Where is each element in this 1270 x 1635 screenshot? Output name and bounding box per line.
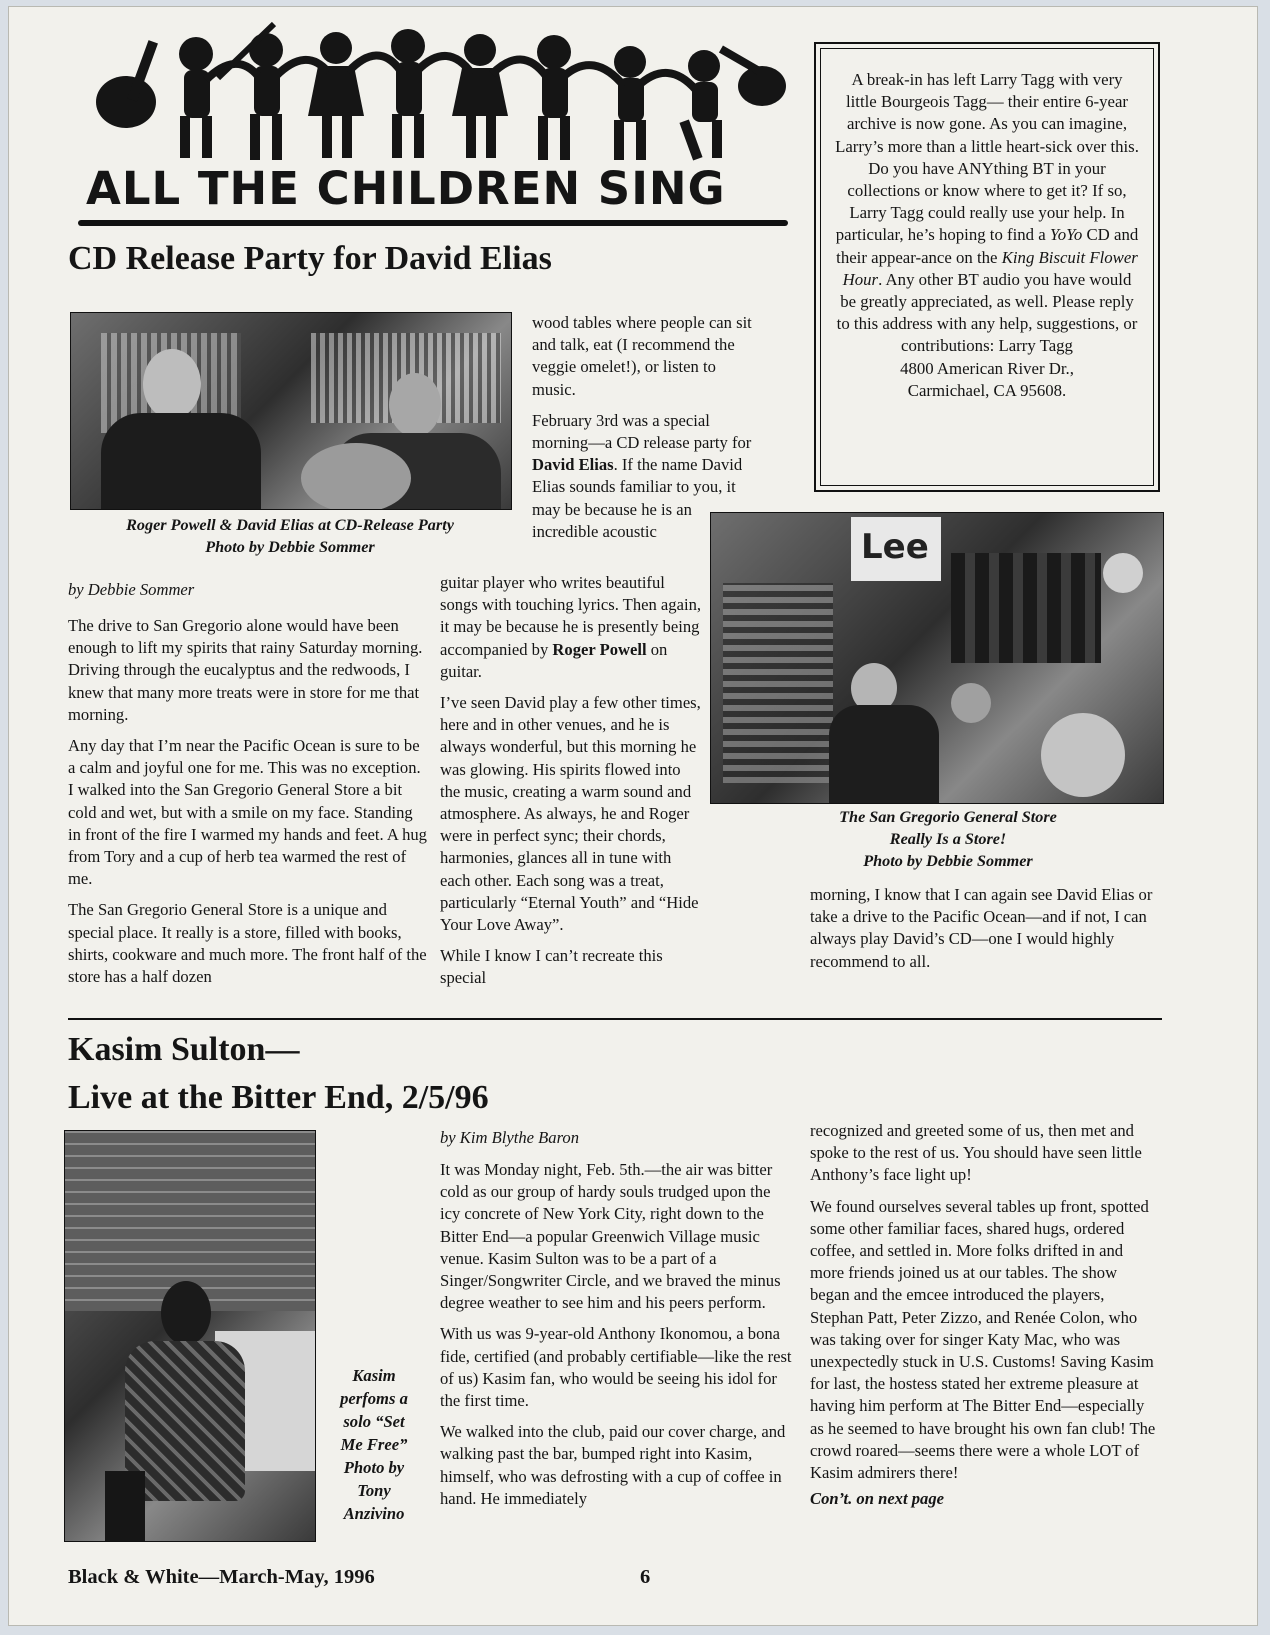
- article1-paragraph: The drive to San Gregorio alone would have been enough to lift my spirits that rainy Saturday morning. Driving through the eucalyptus and the redwoods, I knew that many more treats were in store for me that morning.: [68, 616, 423, 724]
- notice-yoyo: YoYo: [1049, 225, 1083, 245]
- logo-underline: [78, 220, 788, 226]
- article2-paragraph: We found ourselves several tables up front, spotted some other familiar faces, shared hugs, ordered coffee, and settled in. More folks drifted in and more friends joined us at our tables. The show began and the emcee introduced the players, Stephan Patt, Peter Zizzo, and Renée Colon, who was taking over for singer Katy Mac, who was unexpectedly stuck in U.S. Customs! Saving Kasim for last, the hostess stated her extreme pleasure at having him perform at The Bitter End—especially as he seemed to have brought his own fan club! The crowd roared—seems there were a whole LOT of Kasim admirers there!: [810, 1196, 1156, 1483]
- article1-column3-end: [810, 884, 1160, 973]
- notice-text-b: CD and their appear-ance on the: [836, 225, 1139, 267]
- article1-paragraph: Any day that I’m near the Pacific Ocean is sure to be a calm and joyful one for me. This was no exception. I walked into the San Gregorio General Store a bit cold and wet, but with a smile on my face. Standing in front of the fire I warmed my hands and feet. A hug from Tory and a cup of herb tea warmed the rest of me.: [68, 736, 427, 889]
- article1-text: guitar player who writes beautiful songs with touching lyrics. Then again, it may be because he is presently being accompanied by: [440, 573, 702, 659]
- article2-column3: [810, 1120, 1160, 1510]
- photo-roger-powell-david-elias: [70, 312, 512, 510]
- notice-text-a: A break-in has left Larry Tagg with very little Bourgeois Tagg— their entire 6-year archive is now gone. As you can imagine, Larry’s more than a little heart-sick over this. Do you have ANYthing BT in your collections or know where to get it? If so, Larry Tagg could really use your help. In particular, he’s hoping to find a: [835, 70, 1139, 245]
- logo-text: ALL THE CHILDREN SING: [86, 162, 726, 215]
- photo2-caption-line3: Photo by Debbie Sommer: [863, 852, 1033, 870]
- notice-kbfh: King Biscuit Flower Hour: [842, 247, 1138, 289]
- article1-title: CD Release Party for David Elias: [68, 240, 552, 277]
- article2-title-line2: Live at the Bitter End, 2/5/96: [68, 1079, 489, 1116]
- notice-address-2: Carmichael, CA 95608.: [907, 380, 1067, 400]
- article2-paragraph: It was Monday night, Feb. 5th.—the air was bitter cold as our group of hardy souls trudged upon the icy concrete of New York City, right down to the Bitter End—a popular Greenwich Village music venue. Kasim Sulton was to be a part of a Singer/Songwriter Circle, and we braved the minus degree weather to see him and his peers perform.: [440, 1160, 781, 1313]
- article1-byline: by Debbie Sommer: [68, 580, 195, 599]
- article2-byline: by Kim Blythe Baron: [440, 1128, 580, 1147]
- section-divider: [68, 1018, 1162, 1020]
- article1-paragraph: While I know I can’t recreate this special: [440, 946, 663, 988]
- footer-publication: Black & White—March-May, 1996: [68, 1566, 375, 1588]
- article2-title: [68, 1026, 489, 1122]
- article1-text: . If the name David Elias sounds familiar to you, it may be because he is an incredible acoustic: [532, 455, 743, 541]
- photo3-caption: Kasim perfoms a solo “Set Me Free” Photo by Tony Anzivino: [340, 1366, 408, 1523]
- article1-column1: [68, 615, 428, 988]
- article1-paragraph: I’ve seen David play a few other times, here and in other venues, and he is always wonderful, but this morning he was glowing. His spirits flowed into the music, creating a warm sound and atmosphere. As always, he and Roger were in perfect sync; their chords, harmonies, glances all in tune with each other. Each song was a treat, particularly “Eternal Youth” and “Hide Your Love Away”.: [440, 693, 701, 935]
- photo1-caption: [70, 514, 510, 558]
- photo1-caption-line1: Roger Powell & David Elias at CD-Release Party: [126, 516, 454, 534]
- article1-paragraph: wood tables where people can sit and talk, eat (I recommend the veggie omelet!), or listen to music.: [532, 313, 752, 399]
- article1-paragraph-guitar: [440, 572, 702, 683]
- photo-san-gregorio-store: Lee: [710, 512, 1164, 804]
- article1-name-roger-powell: Roger Powell: [552, 639, 647, 659]
- all-the-children-sing-logo: [78, 10, 798, 232]
- article1-column2-top: [532, 312, 762, 543]
- photo2-caption: [798, 806, 1098, 872]
- article1-paragraph: The San Gregorio General Store is a unique and special place. It really is a store, filled with books, shirts, cookware and much more. The front half of the store has a half dozen: [68, 900, 427, 987]
- photo2-caption-line1: The San Gregorio General Store: [839, 808, 1057, 826]
- article1-text: on guitar.: [440, 639, 668, 681]
- dancing-children-silhouette-icon: [78, 10, 798, 170]
- article2-paragraph: recognized and greeted some of us, then met and spoke to the rest of us. You should have seen little Anthony’s face light up!: [810, 1121, 1142, 1185]
- photo2-caption-line2: Really Is a Store!: [889, 830, 1007, 848]
- article2-title-line1: Kasim Sulton—: [68, 1031, 300, 1068]
- article1-column2: [440, 572, 702, 990]
- photo-kasim-sulton: [64, 1130, 316, 1542]
- article2-column2: [440, 1159, 792, 1510]
- article1-text: February 3rd was a special morning—a CD release party for: [532, 410, 752, 453]
- continued-note: Con’t. on next page: [810, 1489, 944, 1509]
- notice-address-1: 4800 American River Dr.,: [900, 358, 1074, 378]
- newsletter-page: [8, 6, 1258, 1626]
- article1-paragraph: morning, I know that I can again see David Elias or take a drive to the Pacific Ocean—and if not, I can always play David’s CD—one I would highly recommend to all.: [810, 885, 1153, 971]
- article2-paragraph: With us was 9-year-old Anthony Ikonomou, a bona fide, certified (and probably certifiable—like the rest of us) Kasim fan, who would be seeing his idol for the first time.: [440, 1324, 792, 1411]
- notice-box: [814, 42, 1160, 492]
- article2-paragraph: We walked into the club, paid our cover charge, and walking past the bar, bumped right into Kasim, himself, who was defrosting with a cup of coffee in hand. He immediately: [440, 1422, 786, 1508]
- photo1-caption-line2: Photo by Debbie Sommer: [205, 538, 375, 556]
- footer-page-number: 6: [640, 1566, 651, 1588]
- article1-name-david-elias: David Elias: [532, 455, 614, 475]
- notice-text-c: . Any other BT audio you have would be greatly appreciated, as well. Please reply to this address with any help, suggestions, or contributions: Larry Tagg: [836, 269, 1138, 356]
